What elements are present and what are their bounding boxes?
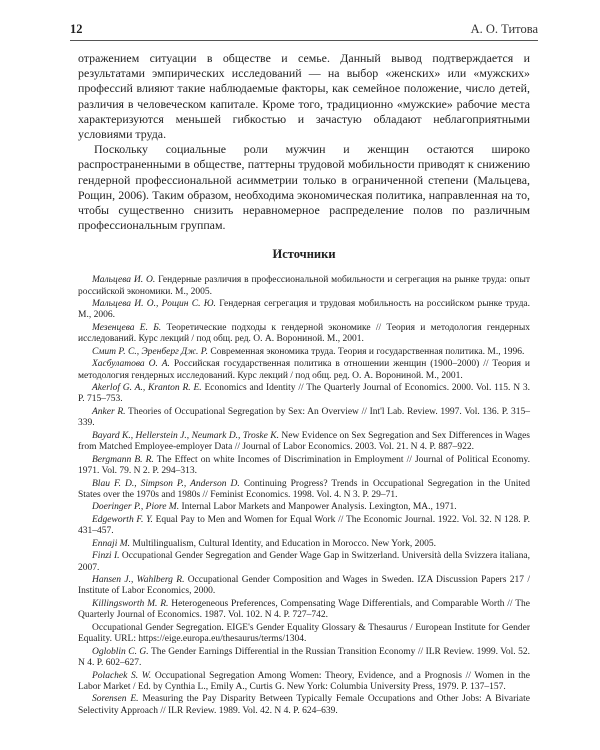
reference-text: Equal Pay to Men and Women for Equal Work // The Economic Journal. 1922. Vol. 32. N 128. P. 431–457. — [78, 514, 530, 537]
reference-item — [78, 455, 530, 478]
reference-item — [78, 623, 530, 646]
reference-text: The Effect on white Incomes of Discrimination in Employment // Journal of Political Economy. 1971. Vol. 79. N 2. P. 294–313. — [78, 454, 530, 477]
reference-author: Bayard K., Hellerstein J., Neumark D., Troske K. — [92, 430, 279, 441]
running-header — [70, 22, 538, 38]
reference-text: Гендерная сегрегация и трудовая мобильность на российском рынке труда. М., 2006. — [78, 298, 530, 321]
reference-item — [78, 551, 530, 574]
reference-item — [78, 671, 530, 694]
reference-text: Гендерные различия в профессиональной мобильности и сегрегация на рынке труда: опыт российской экономики. М., 2005. — [78, 275, 530, 297]
reference-author: Смит Р. С., Эренберг Дж. Р. — [92, 346, 209, 357]
reference-item — [78, 299, 530, 322]
reference-author: Edgeworth F. Y. — [92, 514, 153, 525]
reference-author: Akerlof G. A., Kranton R. E. — [92, 382, 202, 393]
reference-item — [78, 502, 530, 514]
reference-text: Российская государственная политика в отношении женщин (1900–2000) // Теория и методология гендерных исследований. Курс лекций / под общ. ред. О. А. Ворониной. М., 2001. — [78, 359, 530, 381]
reference-author: Blau F. D., Simpson P., Anderson D. — [92, 478, 240, 489]
reference-text: Theories of Occupational Segregation by Sex: An Overview // Int'l Lab. Review. 1997. Vol. 136. P. 315–339. — [78, 406, 530, 429]
reference-author: Ogloblin C. G. — [92, 646, 149, 657]
reference-author: Мальцева И. О. — [92, 275, 156, 285]
reference-item — [78, 323, 530, 346]
references-heading: Источники — [272, 247, 336, 261]
reference-text: Occupational Segregation Among Women: Theory, Evidence, and a Prognosis // Women in the Labor Market / Ed. by Cynthia L., Emily A., Curtis G. New York: Columbia University Press, 1979. P. 137–157. — [78, 670, 530, 693]
paragraph: Поскольку социальные роли мужчин и женщин остаются широко распространенными в обществе, паттерны трудовой мобильности приводят к снижению гендерной профессиональной асимметрии только в ограниченной степени (Мальцева, Рощин, 2006). Таким образом, необходима экономическая политика, направленная на то, чтобы существенно снизить неравномерное распределение полов по различным профессиональным группам. — [78, 142, 530, 233]
references-list — [78, 275, 530, 718]
reference-text: Современная экономика труда. Теория и государственная политика. М., 1996. — [208, 346, 525, 357]
reference-text: The Gender Earnings Differential in the Russian Transition Economy // ILR Review. 1999. Vol. 52. N 4. P. 602–627. — [78, 646, 530, 669]
reference-text: Continuing Progress? Trends in Occupational Segregation in the United States over the 1970s and 1980s // Feminist Economics. 1998. Vol. 4. N 3. P. 29–71. — [78, 478, 531, 501]
reference-text: New Evidence on Sex Segregation and Sex Differences in Wages from Matched Employee-employer Data // Journal of Labor Economics. 2003. Vol. 21. N 4. P. 887–922. — [78, 430, 530, 453]
reference-item — [78, 407, 530, 430]
header-rule — [70, 40, 538, 41]
body-text — [78, 51, 530, 233]
reference-item — [78, 431, 530, 454]
reference-text: Occupational Gender Composition and Wages in Sweden. IZA Discussion Papers 217 / Institute of Labor Economics, 2000. — [78, 574, 530, 597]
reference-author: Doeringer P., Piore M. — [92, 502, 180, 513]
reference-author: Finzi I. — [92, 551, 120, 562]
reference-item — [78, 275, 530, 298]
reference-text: Heterogeneous Preferences, Compensating Wage Differentials, and Comparable Worth // The Quarterly Journal of Economics. 1987. Vol. 102. N 4. P. 727–742. — [78, 598, 530, 621]
reference-item — [78, 599, 530, 622]
reference-item — [78, 383, 530, 406]
reference-item — [78, 347, 530, 359]
reference-item — [78, 359, 530, 382]
paragraph: отражением ситуации в обществе и семье. Данный вывод подтверждается и результатами эмпирических исследований — на выбор «женских» или «мужских» профессий влияют такие наблюдаемые факторы, как семейное положение, число детей, различия в человеческом капитале. Кроме того, традиционно «мужские» рабочие места характеризуются меньшей гибкостью и зачастую обладают неблагоприятными условиями труда. — [78, 51, 530, 142]
reference-author: Мезенцева Е. Б. — [92, 322, 162, 333]
reference-author: Anker R. — [92, 406, 126, 417]
reference-author: Мальцева И. О., Рощин С. Ю. — [92, 298, 216, 309]
reference-text: Internal Labor Markets and Manpower Analysis. Lexington, MA., 1971. — [179, 502, 457, 513]
reference-item — [78, 479, 530, 502]
reference-item — [78, 647, 530, 670]
reference-item — [78, 539, 530, 551]
reference-item — [78, 694, 530, 717]
reference-text: Measuring the Pay Disparity Between Typically Female Occupations and Other Jobs: A Bivariate Selectivity Approach // ILR Review. 1989. Vol. 42. N 4. P. 624–639. — [78, 694, 531, 716]
reference-text: Теоретические подходы к гендерной экономике // Теория и методология гендерных исследований. Курс лекций / под общ. ред. О. А. Ворониной. М., 2001. — [78, 322, 530, 345]
reference-author: Polachek S. W. — [92, 670, 152, 681]
reference-text: Occupational Gender Segregation. EIGE's Gender Equality Glossary & Thesaurus / European Institute for Gender Equality. URL: https://eige.europa.eu/thesaurus/terms/1304. — [78, 622, 530, 645]
reference-item — [78, 575, 530, 598]
page-number: 12 — [70, 22, 83, 36]
reference-text: Multilingualism, Cultural Identity, and Education in Morocco. New York, 2005. — [130, 538, 436, 549]
reference-text: Economics and Identity // The Quarterly Journal of Economics. 2000. Vol. 115. N 3. P. 715–753. — [78, 382, 530, 405]
reference-author: Hansen J., Wahlberg R. — [92, 574, 185, 585]
reference-author: Bergmann B. R. — [92, 454, 154, 465]
reference-author: Ennaji M. — [92, 538, 130, 549]
reference-author: Хасбулатова О. А. — [92, 359, 170, 370]
running-author: А. О. Титова — [470, 22, 538, 36]
reference-item — [78, 515, 530, 538]
reference-author: Killingsworth M. R. — [92, 598, 169, 609]
reference-author: Sorensen E. — [92, 694, 139, 705]
reference-text: Occupational Gender Segregation and Gender Wage Gap in Switzerland. Università della Svizzera italiana, 2007. — [78, 551, 530, 573]
